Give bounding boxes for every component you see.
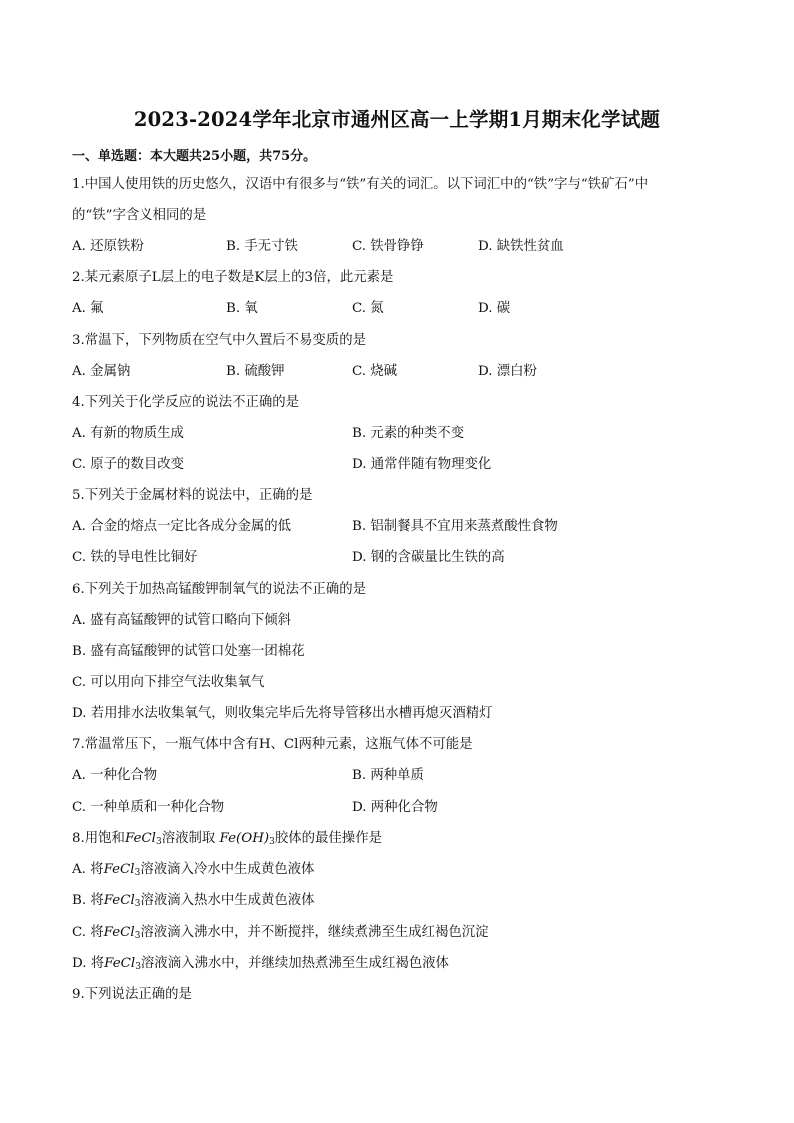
- q4-option-b: B. 元素的种类不变: [352, 426, 465, 441]
- q6-stem: 6.下列关于加热高锰酸钾制氧气的说法不正确的是: [72, 582, 366, 597]
- fecl3-formula: FeCl$_3$: [103, 862, 141, 878]
- q7-option-b: B. 两种单质: [352, 768, 424, 783]
- q1-option-b: B. 手无寸铁: [226, 239, 298, 254]
- q8-stem-post: 胶体的最佳操作是: [274, 831, 382, 846]
- section-heading: 一、单选题：本大题共25小题，共75分。: [72, 149, 317, 164]
- q3-option-a: A. 金属钠: [72, 364, 131, 379]
- fecl3-formula: FeCl$_3$: [124, 831, 162, 847]
- q2-stem: 2.某元素原子L层上的电子数是K层上的3倍，此元素是: [72, 270, 394, 285]
- q2-option-d: D. 碳: [478, 301, 511, 316]
- q1-option-a: A. 还原铁粉: [72, 239, 144, 254]
- feoh3-formula: $Fe(OH)_3$: [219, 831, 275, 847]
- page-title: 2023-2024学年北京市通州区高一上学期1月期末化学试题: [133, 108, 661, 131]
- q6-option-b: B. 盛有高锰酸钾的试管口处塞一团棉花: [72, 644, 305, 659]
- q7-stem: 7.常温常压下，一瓶气体中含有H、Cl两种元素，这瓶气体不可能是: [72, 737, 473, 752]
- q4-stem: 4.下列关于化学反应的说法不正确的是: [72, 395, 300, 410]
- q8-stem-mid: 溶液制取: [161, 831, 216, 846]
- q7-option-c: C. 一种单质和一种化合物: [72, 800, 225, 815]
- fecl3-formula: FeCl$_3$: [103, 925, 141, 941]
- q2-option-a: A. 氟: [72, 301, 104, 316]
- q2-option-b: B. 氧: [226, 301, 258, 316]
- q5-option-a: A. 合金的熔点一定比各成分金属的低: [72, 519, 292, 534]
- q7-option-a: A. 一种化合物: [72, 768, 158, 783]
- q8-option-d: D. 将FeCl$_3$溶液滴入沸水中，并继续加热煮沸至生成红褐色液体: [72, 956, 449, 972]
- q3-option-c: C. 烧碱: [352, 364, 398, 379]
- q5-option-d: D. 钢的含碳量比生铁的高: [352, 550, 505, 565]
- q6-option-c: C. 可以用向下排空气法收集氧气: [72, 675, 265, 690]
- q8-stem: [72, 830, 382, 851]
- q1-stem-line1: 1.中国人使用铁的历史悠久，汉语中有很多与“铁”有关的词汇。以下词汇中的“铁”字与“铁矿石”中: [72, 177, 649, 192]
- q8-option-a: A. 将FeCl$_3$溶液滴入冷水中生成黄色液体: [72, 862, 315, 878]
- q1-option-c: C. 铁骨铮铮: [352, 239, 424, 254]
- q6-option-a: A. 盛有高锰酸钾的试管口略向下倾斜: [72, 613, 292, 628]
- q7-option-d: D. 两种化合物: [352, 800, 438, 815]
- q8-option-b: B. 将FeCl$_3$溶液滴入热水中生成黄色液体: [72, 893, 315, 909]
- q2-option-c: C. 氮: [352, 301, 384, 316]
- q5-option-c: C. 铁的导电性比铜好: [72, 550, 198, 565]
- q1-stem-line2: 的“铁”字含义相同的是: [72, 208, 207, 223]
- q1-option-d: D. 缺铁性贫血: [478, 239, 564, 254]
- q4-option-c: C. 原子的数目改变: [72, 457, 185, 472]
- q5-stem: 5.下列关于金属材料的说法中，正确的是: [72, 488, 313, 503]
- fecl3-formula: FeCl$_3$: [104, 956, 141, 972]
- q6-option-d: D. 若用排水法收集氧气，则收集完毕后先将导管移出水槽再熄灭酒精灯: [72, 706, 493, 721]
- q8-stem-pre: 8.用饱和: [72, 831, 125, 846]
- q3-stem: 3.常温下，下列物质在空气中久置后不易变质的是: [72, 333, 366, 348]
- q8-option-c: C. 将FeCl$_3$溶液滴入沸水中，并不断搅拌，继续煮沸至生成红褐色沉淀: [72, 925, 489, 941]
- q3-option-d: D. 漂白粉: [478, 364, 537, 379]
- q4-option-a: A. 有新的物质生成: [72, 426, 184, 441]
- q3-option-b: B. 硫酸钾: [226, 364, 285, 379]
- q9-stem: 9.下列说法正确的是: [72, 987, 192, 1002]
- q4-option-d: D. 通常伴随有物理变化: [352, 457, 492, 472]
- fecl3-formula: FeCl$_3$: [103, 893, 141, 909]
- q5-option-b: B. 铝制餐具不宜用来蒸煮酸性食物: [352, 519, 558, 534]
